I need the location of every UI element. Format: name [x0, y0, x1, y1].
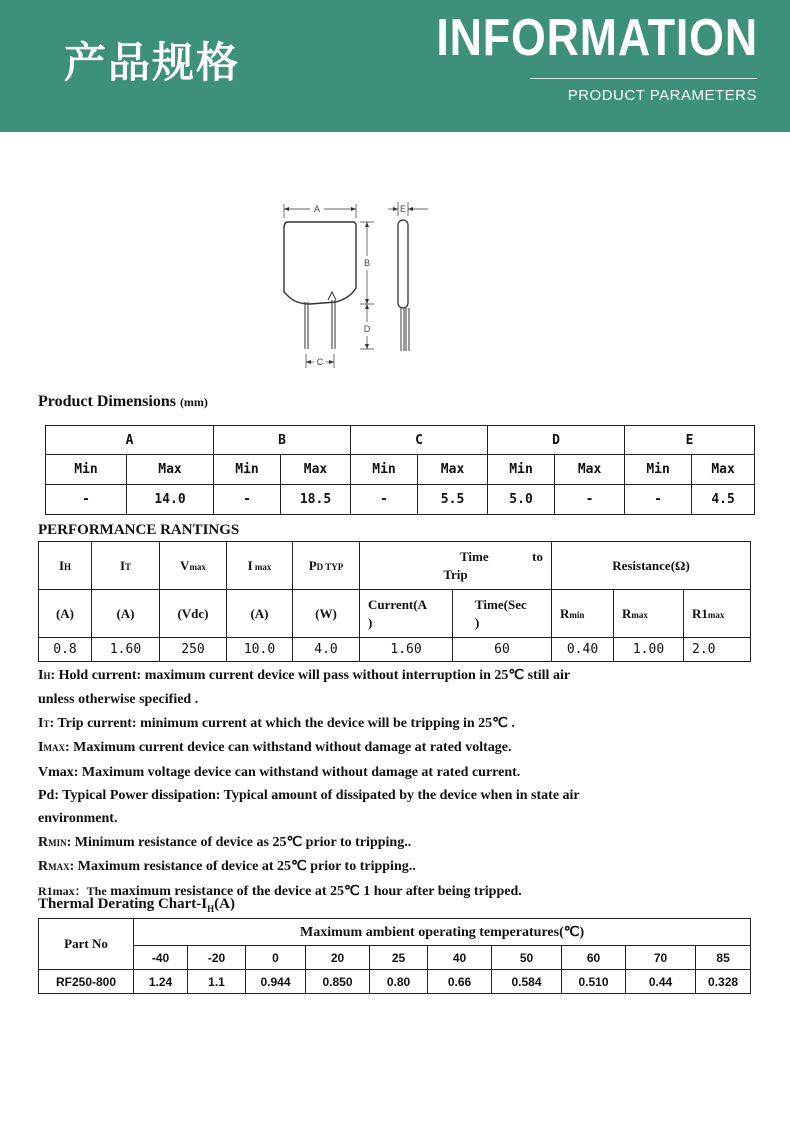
thermal-value: 1.24	[134, 970, 188, 994]
perf-unit-r1max: R1max	[684, 590, 751, 638]
dim-subheader: Min	[214, 455, 281, 485]
dim-subheader: Min	[351, 455, 418, 485]
drawing-label-e: E	[399, 204, 407, 214]
thermal-temp-header: Maximum ambient operating temperatures(℃)	[134, 919, 751, 946]
dim-value: 18.5	[281, 485, 351, 515]
perf-header-resistance: Resistance(Ω)	[552, 542, 751, 590]
perf-value: 4.0	[293, 638, 360, 662]
thermal-part-no-header: Part No	[39, 919, 134, 970]
note-rmin: RMIN: Minimum resistance of device as 25℃ prior to tripping..	[38, 834, 412, 850]
dim-subheader: Min	[488, 455, 555, 485]
perf-header-imax: I max	[227, 542, 293, 590]
perf-header-it: IT	[92, 542, 160, 590]
dimensions-table	[45, 425, 755, 515]
table-row	[46, 426, 755, 455]
perf-unit-rmax: Rmax	[614, 590, 684, 638]
note-pd-cont: environment.	[38, 811, 118, 827]
drawing-label-b: B	[363, 258, 371, 268]
dimensions-unit: (mm)	[179, 395, 208, 409]
table-row	[39, 919, 751, 946]
dim-value: 5.0	[488, 485, 555, 515]
perf-value: 250	[160, 638, 227, 662]
header-subtitle: PRODUCT PARAMETERS	[567, 87, 757, 104]
thermal-derating-table	[38, 918, 751, 994]
perf-unit-current: Current(A )	[360, 590, 453, 638]
dim-value: 4.5	[692, 485, 755, 515]
thermal-value: 0.328	[696, 970, 751, 994]
thermal-temp: -40	[134, 946, 188, 970]
table-row	[39, 542, 751, 590]
thermal-temp: 0	[246, 946, 306, 970]
drawing-label-d: D	[363, 324, 371, 334]
perf-value: 10.0	[227, 638, 293, 662]
dim-subheader: Max	[127, 455, 214, 485]
thermal-value: 0.66	[428, 970, 492, 994]
perf-value: 1.60	[360, 638, 453, 662]
note-rmax: RMAX: Maximum resistance of device at 25℃ prior to tripping..	[38, 859, 416, 875]
note-vmax: Vmax: Maximum voltage device can withstand without damage at rated current.	[38, 764, 521, 780]
header-title-en: INFORMATION	[436, 9, 758, 67]
note-it: IT: Trip current: minimum current at which the device will be tripping in 25℃ .	[38, 715, 515, 731]
dim-subheader: Max	[692, 455, 755, 485]
thermal-value: 0.510	[562, 970, 626, 994]
dim-value: -	[46, 485, 127, 515]
dim-value: 5.5	[418, 485, 488, 515]
component-dimension-drawing	[270, 196, 440, 376]
drawing-label-c: C	[316, 357, 324, 367]
dim-subheader: Max	[281, 455, 351, 485]
thermal-temp: 20	[306, 946, 370, 970]
thermal-value: 0.850	[306, 970, 370, 994]
dim-subheader: Min	[625, 455, 692, 485]
thermal-temp: 40	[428, 946, 492, 970]
thermal-value: 1.1	[188, 970, 246, 994]
thermal-temp: 70	[626, 946, 696, 970]
thermal-temp: 25	[370, 946, 428, 970]
perf-value: 1.00	[614, 638, 684, 662]
perf-header-ih: IH	[39, 542, 92, 590]
dim-subheader: Max	[418, 455, 488, 485]
thermal-title: Thermal Derating Chart-$I_H(A)$	[38, 896, 235, 914]
note-ih: IH: Hold current: maximum current device will pass without interruption in 25℃ still air	[38, 668, 571, 683]
perf-value: 2.0	[684, 638, 751, 662]
thermal-temp: 85	[696, 946, 751, 970]
table-row	[46, 485, 755, 515]
perf-unit-pd: (W)	[293, 590, 360, 638]
table-row	[39, 970, 751, 994]
dim-subheader: Max	[555, 455, 625, 485]
note-r1max: R1max：The maximum resistance of the device at 25℃ 1 hour after being tripped.	[38, 883, 522, 899]
perf-value: 0.8	[39, 638, 92, 662]
dim-col-e: E	[625, 426, 755, 455]
thermal-temp: 60	[562, 946, 626, 970]
dim-value: -	[214, 485, 281, 515]
thermal-temp: 50	[492, 946, 562, 970]
perf-unit-it: (A)	[92, 590, 160, 638]
perf-unit-rmin: Rmin	[552, 590, 614, 638]
dim-value: -	[555, 485, 625, 515]
dim-col-c: C	[351, 426, 488, 455]
dim-col-d: D	[488, 426, 625, 455]
perf-unit-time: Time(Sec )	[453, 590, 552, 638]
perf-unit-vmax: (Vdc)	[160, 590, 227, 638]
dim-col-a: A	[46, 426, 214, 455]
perf-value: 0.40	[552, 638, 614, 662]
perf-value: 1.60	[92, 638, 160, 662]
thermal-value: 0.584	[492, 970, 562, 994]
dimensions-title: Product Dimensions (mm)	[38, 393, 208, 410]
thermal-value: 0.944	[246, 970, 306, 994]
performance-title: PERFORMANCE RANTINGS	[38, 522, 240, 538]
header-divider	[530, 78, 757, 79]
thermal-part: RF250-800	[39, 970, 134, 994]
performance-table	[38, 541, 751, 662]
note-pd: Pd: Typical Power dissipation: Typical amount of dissipated by the device when in state air	[38, 788, 580, 804]
thermal-value: 0.44	[626, 970, 696, 994]
table-row	[39, 638, 751, 662]
perf-header-vmax: Vmax	[160, 542, 227, 590]
thermal-temp: -20	[188, 946, 246, 970]
note-imax: IMAX: Maximum current device can withstand without damage at rated voltage.	[38, 740, 512, 756]
perf-value: 60	[453, 638, 552, 662]
header-title-cn: 产品规格	[64, 38, 241, 87]
thermal-value: 0.80	[370, 970, 428, 994]
dim-col-b: B	[214, 426, 351, 455]
header-band	[0, 0, 790, 132]
note-ih-cont: unless otherwise specified .	[38, 692, 199, 708]
dim-value: 14.0	[127, 485, 214, 515]
dim-value: -	[625, 485, 692, 515]
definitions-notes	[38, 664, 738, 903]
perf-unit-imax: (A)	[227, 590, 293, 638]
dim-subheader: Min	[46, 455, 127, 485]
drawing-label-a: A	[313, 204, 321, 214]
table-row	[39, 946, 751, 970]
dim-value: -	[351, 485, 418, 515]
perf-header-pd: PD TYP	[293, 542, 360, 590]
perf-header-time-to-trip: Time to Trip	[360, 542, 552, 590]
table-row	[39, 590, 751, 638]
perf-unit-ih: (A)	[39, 590, 92, 638]
table-row	[46, 455, 755, 485]
